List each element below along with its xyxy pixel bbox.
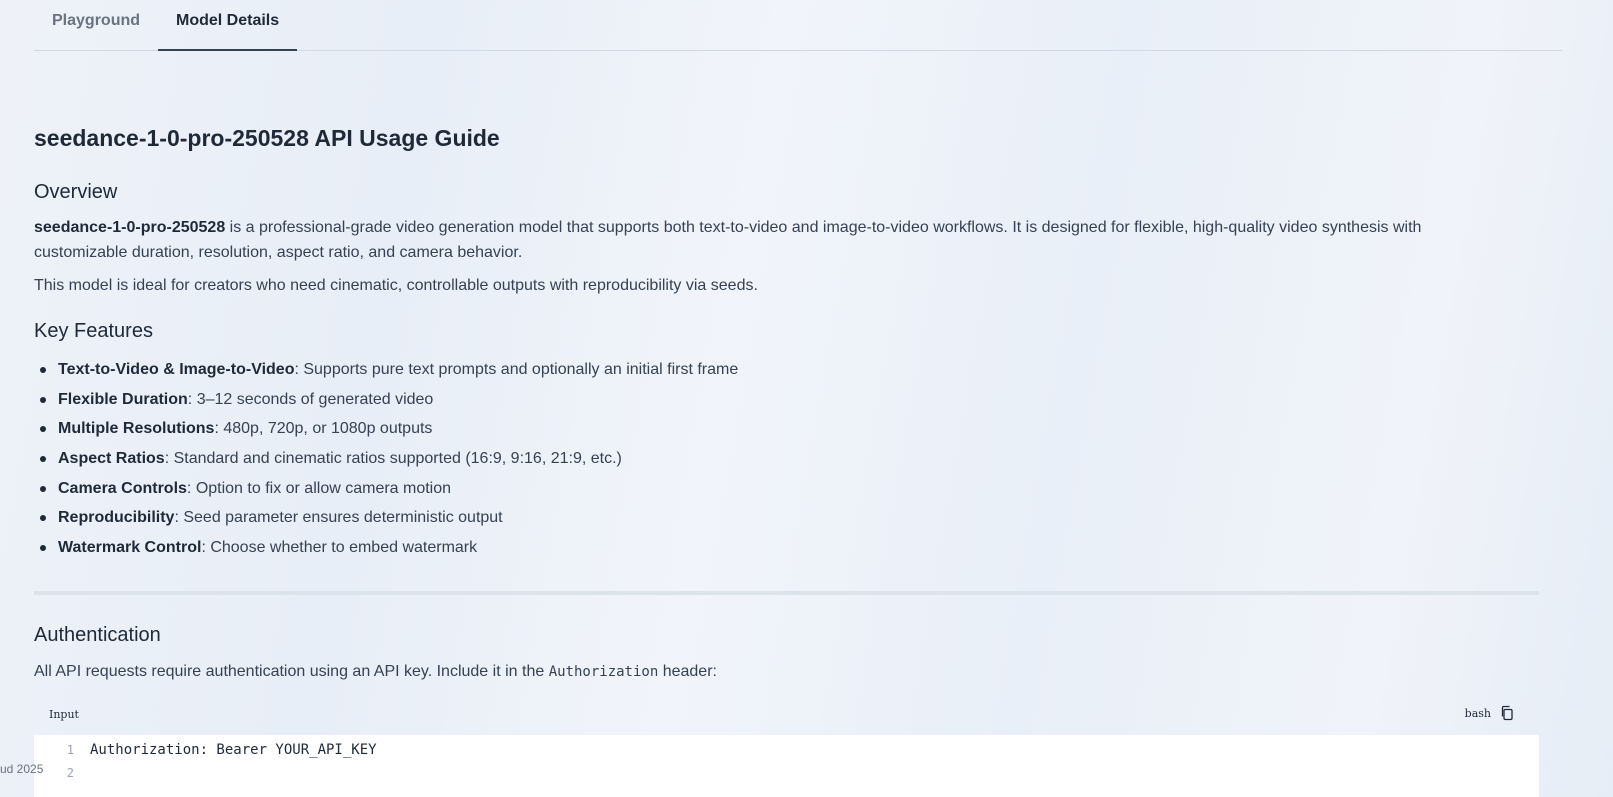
code-block — [34, 735, 1539, 797]
list-item: Flexible Duration: 3–12 seconds of generated video — [34, 390, 738, 420]
tab-bar — [34, 0, 1562, 51]
authentication-heading: Authentication — [34, 624, 161, 646]
line-number: 2 — [66, 766, 74, 780]
bullet-icon — [40, 456, 46, 462]
line-number: 1 — [66, 743, 74, 757]
code-language: bash — [1464, 706, 1491, 720]
overview-paragraph-2: This model is ideal for creators who need cinematic, controllable outputs with reproducibility via seeds. — [34, 277, 758, 294]
inline-code: Authorization — [548, 664, 659, 680]
bullet-icon — [40, 397, 46, 403]
overview-text: is a professional-grade video generation model that supports both text-to-video and image-to-video workflows. It is designed for flexible, high-quality video synthesis with customizable duration, resolution, aspect ratio, and camera behavior. — [34, 219, 1422, 261]
feature-list — [34, 360, 738, 568]
bullet-icon — [40, 486, 46, 492]
list-item: Watermark Control: Choose whether to embed watermark — [34, 538, 738, 568]
list-item: Text-to-Video & Image-to-Video: Supports pure text prompts and optionally an initial first frame — [34, 360, 738, 390]
footer-fragment: ud 2025 — [0, 762, 44, 776]
overview-paragraph — [34, 215, 1514, 265]
code-block-label: Input — [49, 708, 79, 721]
copy-icon[interactable] — [1499, 705, 1515, 721]
list-item: Aspect Ratios: Standard and cinematic ratios supported (16:9, 9:16, 21:9, etc.) — [34, 449, 738, 479]
code-line — [34, 742, 377, 762]
bullet-icon — [40, 545, 46, 551]
authentication-paragraph: All API requests require authentication using an API key. Include it in the Authorization header: — [34, 663, 717, 680]
page-title: seedance-1-0-pro-250528 API Usage Guide — [34, 125, 500, 151]
tab-playground[interactable]: Playground — [52, 12, 141, 29]
code-text: Authorization: Bearer YOUR_API_KEY — [90, 742, 377, 758]
overview-heading: Overview — [34, 181, 118, 203]
bullet-icon — [40, 515, 46, 521]
code-block-header — [34, 700, 1539, 735]
list-item: Camera Controls: Option to fix or allow camera motion — [34, 479, 738, 509]
tab-model-details[interactable]: Model Details — [158, 0, 297, 51]
bullet-icon — [40, 367, 46, 373]
model-name: seedance-1-0-pro-250528 — [34, 219, 226, 236]
key-features-heading: Key Features — [34, 320, 153, 342]
bullet-icon — [40, 426, 46, 432]
section-divider — [34, 591, 1539, 595]
list-item: Multiple Resolutions: 480p, 720p, or 1080p outputs — [34, 419, 738, 449]
list-item: Reproducibility: Seed parameter ensures deterministic output — [34, 508, 738, 538]
